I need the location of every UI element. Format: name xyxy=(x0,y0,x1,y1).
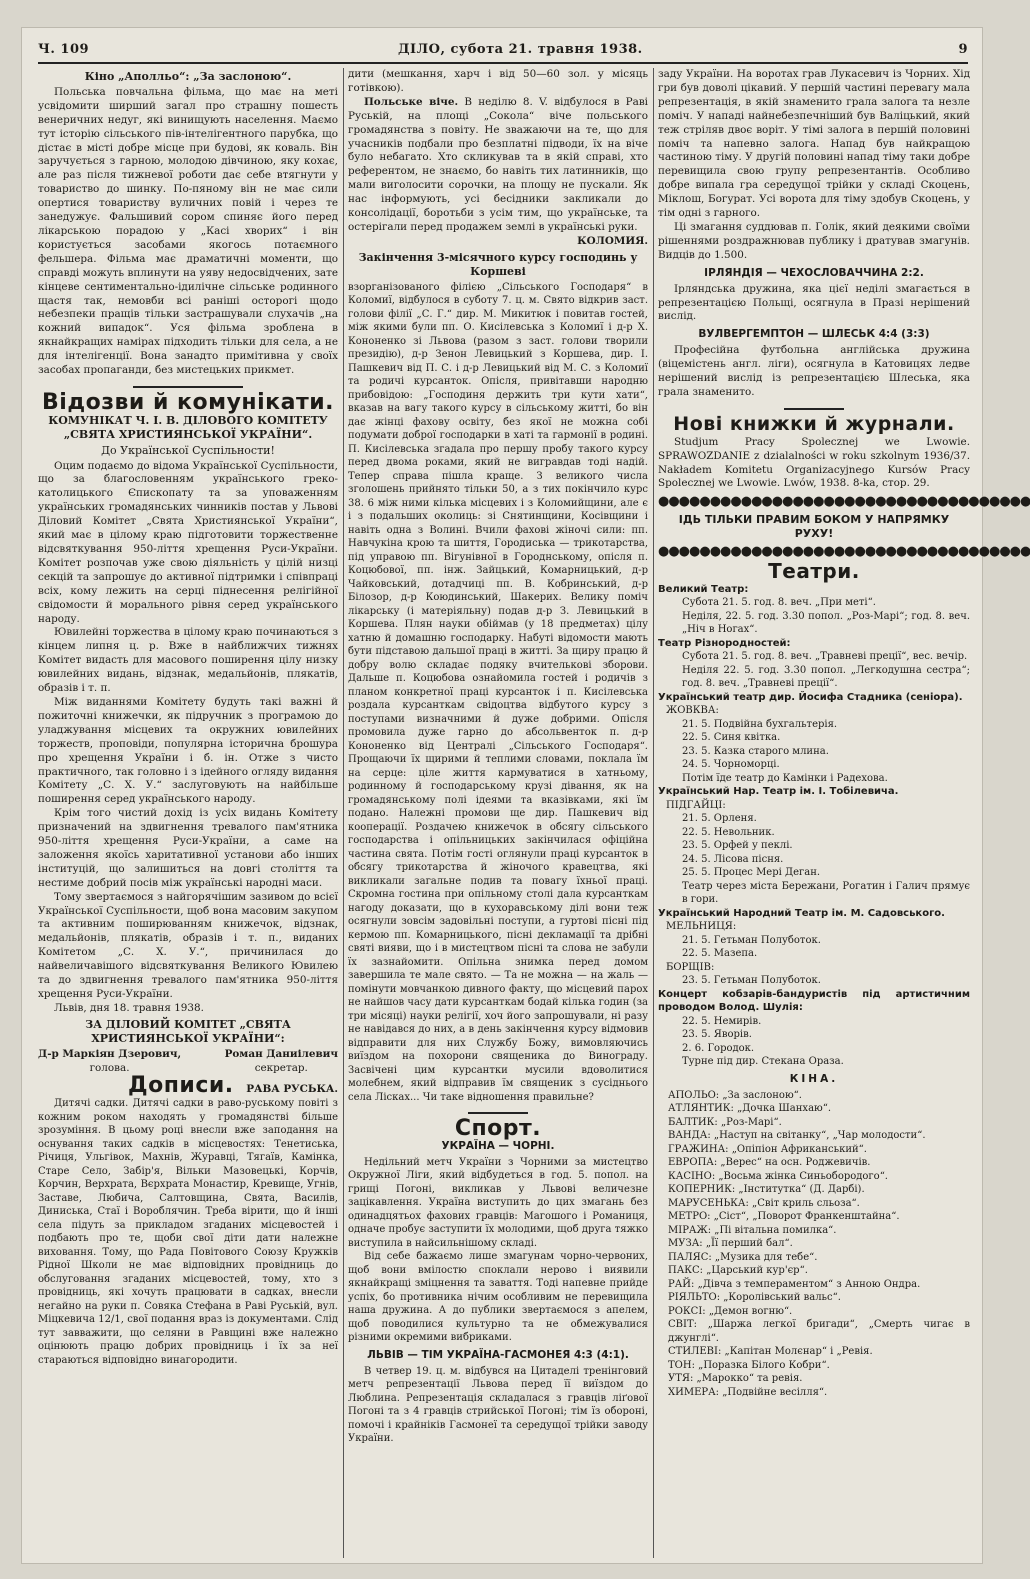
signatures xyxy=(38,1048,338,1076)
komunikat-p4: Крім того чистий дохід із усіх видань Комітету призначений на здвигнення тревалого пам'ятника 950-ліття хрещення Руси-України, а саме на заложення якоїсь харитативної установи або інших інституцій, що залишиться на довгі століття та нестиме добрий посів між українські народні маси. xyxy=(38,807,338,889)
listing-city: БОРЩІВ: xyxy=(666,961,715,973)
theatre-4-name: Український Нар. Театр ім. І. Тобілевича. xyxy=(658,786,899,798)
cinema-item: РІЯЛЬТО: „Королівський вальс“. xyxy=(668,1292,841,1304)
polske-text: В неділю 8. V. відбулося в Раві Руській, на площі „Сокола“ віче польського громадянства з повіту. Не зважаючи на те, що для учасників подбали про безплатні підводи, їх на віче було небагато. Хто скликував та в якій справі, хто референтом, не знаємо, бо навіть тих латинників, що мали виголосити сорочки, на площу не пускали. Як нас інформують, усі бесідники закликали до консолідації, боротьби з усім тим, що українське, та остерігали перед продажем землі в українські руки. xyxy=(348,95,649,233)
rava-continued: дити (мешкання, харч і від 50—60 зол. у місяць готівкою). xyxy=(348,68,648,94)
cinema-item: СТИЛЕВІ: „Капітан Молєнар“ і „Ревія. xyxy=(668,1346,873,1358)
match-text-ireland: Ірляндська дружина, яка цієї неділі змагається в репрезентацією Польщі, осягнула в Празі нерішений вислід. xyxy=(658,282,970,323)
match-text-wolverhampton: Професійна футбольна англійська дружина (віцемістень англ. ліги), осягнула в Катовицях ледве нерішений вислід із репрезентацією Шлеська, яка грала знаменито. xyxy=(658,344,970,398)
cinema-item: БАЛТИК: „Роз-Марі“. xyxy=(668,1116,782,1128)
column-rule-2 xyxy=(653,68,654,1558)
secretary-name: Роман Даниілевич xyxy=(224,1047,338,1060)
cinema-item: АПОЛЬО: „За заслоною“. xyxy=(668,1089,802,1101)
listing-line: Неділя 22. 5. год. 3.30 попол. „Легкодушна сестра“; год. 8. веч. „Травневі преції“. xyxy=(682,664,970,690)
cinema-item: ПАКС: „Царський кур'єр“. xyxy=(668,1265,808,1277)
chair-name: Д-р Маркіян Дзерович, xyxy=(38,1047,182,1060)
rava-heading: РАВА РУСЬКА. xyxy=(246,1083,338,1096)
section-title-theatres: Театри. xyxy=(768,559,860,583)
match-text-lviv: В четвер 19. ц. м. відбувся на Цитаделі тренінговий метч репрезентації Львова перед її виїздом до Люблина. Репрезентація складалася з гравців ліґової Погоні та з 4 гравців стрийської Погоні; тім їз обороні, помочі і крайніків Гасмонеї та середущої трійки заводу України. xyxy=(348,1365,648,1445)
chair-role: голова. xyxy=(89,1061,130,1074)
separator xyxy=(784,408,844,410)
match-text-1: Недільний метч України з Чорними за мистецтво Окружної Ліги, який відбудеться в год. 5. попол. на грищі Погоні, викликав у Львові величезне зацікавлення. Україна виступить до цих змагань без одинадцятьох фахових гравців: Магошого і Романиця, одначе пробує заступити їх молодими, щоб друга тяжко виступила в найсильнішому складі. xyxy=(348,1156,648,1249)
cinema-item: СВІТ: „Шаржа легкої бригади“, „Смерть чигає в джунглі“. xyxy=(668,1319,970,1344)
concert-heading: Концерт кобзарів-бандуристів під артистичним проводом Волод. Шулія: xyxy=(658,988,970,1014)
separator xyxy=(468,1112,528,1114)
listing-line: Турне під дир. Стекана Ораза. xyxy=(682,1056,844,1068)
listing-line: 21. 5. Подвійна бухгальтерія. xyxy=(682,718,838,730)
listing-line: 22. 5. Синя квітка. xyxy=(682,732,781,744)
theatre-5-name: Український Народний Театр ім. М. Садовського. xyxy=(658,907,945,919)
books-text: Studjum Pracy Spolecznej we Lwowie. SPRAWOZDANIE z dzialalności w roku szkolnym 1936/37. Nakładem Komitetu Organizacyjnego Kursów Pracy Spolecznej we Lwowie. Lwów, 1938. 8-ka, стор. 29. xyxy=(658,435,970,490)
listing-line: 23. 5. Яворів. xyxy=(682,1029,752,1041)
section-title-books: Нові книжки й журнали. xyxy=(673,412,955,435)
listing-line: 23. 5. Орфей у пеклі. xyxy=(682,840,793,852)
listing-city: ПІДГАЙЦІ: xyxy=(666,799,726,811)
listing-line: 25. 5. Процес Мері Деган. xyxy=(682,867,821,879)
match-title-ireland: ІРЛЯНДІЯ — ЧЕХОСЛОВАЧЧИНА 2:2. xyxy=(704,266,924,279)
secretary-role: секретар. xyxy=(254,1061,308,1074)
dot-border-top: ●●●●●●●●●●●●●●●●●●●●●●●●●●●●●●●●●●●● xyxy=(658,494,1030,510)
cinema-item: ПАЛЯС: „Музика для тебе“. xyxy=(668,1251,818,1263)
separator xyxy=(133,386,243,388)
listing-line: 22. 5. Невольник. xyxy=(682,826,775,838)
lviv-continued: заду України. На воротах грав Лукасевич із Чорних. Хід гри був доволі цікавий. У першій частині перевагу мала репрезентація, в якій знаменито грала залога та незле поміч. У нападі найнебезпечніший був Валіцький, який теж стріляв двоє воріт. У тімі залога в першій половині поміч та напевно залога. Напад був найкращою частиною тіму. У другій половині напад тіму таки добре перевищила свою групу репрезентантів. Особливо добре випала гра середущої трійки у складі Скоцень, Міклош, Богурат. Усі ворота для тіму здобув Скоцень, у тім одні з гарного. xyxy=(658,68,970,220)
listing-line: 22. 5. Мазепа. xyxy=(682,948,758,960)
listing-line: 2. 6. Городок. xyxy=(682,1042,755,1054)
section-title-sport: Спорт. xyxy=(454,1116,542,1142)
komunikat-p3: Між виданнями Комітету будуть такі важні й пожиточні книжечки, як підручник з програмою до уладжування місцевих та окружних ювилейних торжеств, проповіди, популярна історична брошура про хрещення України і б. ін. Отже з чисто практичного, так головно і з ідейного огляду видання Комітету „С. Х. У.“ заслуговують на найбільше поширення серед українського народу. xyxy=(38,695,338,806)
rava-text: Дитячі садки. Дитячі садки в раво-руському повіті з кожним роком находять у громадянстві більше зрозуміння. В цьому році внесли вже заподання на оснування таких садків в місцевостях: Тенетиська, Річиця, Ульгівок, Махнів, Журавці, Тягаїв, Камінка, Старе Село, Забір'я, Вільки Мазовецькі, Корчів, Корчин, Верхрата, Вєрхрата Монастир, Кревище, Угнів, Заставе, Любича, Салтовщина, Свята, Василів, Диниська, Стаї і Вороблячин. Треба вірити, що й інші села підуть за прикладом згаданих місцевостей і подбають про те, щоби свої діти дати належне виховання. Тому, що Рада Повітового Союзу Кружків Рідної Школи не має відповідних провідниць до обслуговання згаданих місцевостей, тому, хто з провідниць, які хочуть працювати в садках, внесли негайно на руки п. Совяка Стефана в Раві Руській, вул. Міцкевича 12/1, свої подання враз із документами. Слід тут завважити, що селяни в Равщині вже належно оцінюють працю добрих провідниць і їх за неї стараються відповідно винагородити. xyxy=(38,1098,338,1366)
section-title-dopysy: Дописи. xyxy=(128,1073,234,1099)
cinema-item: ЕВРОПА: „Верес“ на осн. Роджевичів. xyxy=(668,1157,871,1169)
masthead-date: ДІЛО, субота 21. травня 1938. xyxy=(398,41,643,57)
cinema-item: РАЙ: „Дівча з темпераментом“ з Анною Ондра. xyxy=(668,1278,921,1290)
listing-line: Субота 21. 5. год. 8. веч. „При меті“. xyxy=(682,597,876,609)
column-1 xyxy=(38,68,338,1367)
cinemas-heading: КІНА. xyxy=(789,1072,839,1085)
cinema-item: УТЯ: „Марокко“ та ревія. xyxy=(668,1373,803,1385)
header-rule xyxy=(38,62,968,64)
polske-title: Польське віче. xyxy=(364,95,459,108)
cinema-item: ГРАЖИНА: „Опіпіон Африканський“. xyxy=(668,1143,867,1155)
komunikat-p2: Ювилейні торжества в цілому краю починаються з кінцем липня ц. р. Вже в найближчих тижнях Комітет видасть для масового поширення цілу низку ювилейних видань, відзнак, медальйонів, плякатів, образів і т. п. xyxy=(38,626,338,695)
cinema-item: МУЗА: „Її перший бал“. xyxy=(668,1238,793,1250)
kurs-text: взорганізованого філією „Сільського Господаря“ в Коломиї, відбулося в суботу 7. ц. м. Свято відкрив заст. голови філії „С. Г.“ дир. М. Микитюк і повитав гостей, між якими були пп. О. Кисілевська з Коломиї і д-р Х. Кононенко зі Львова (разом з заст. голови творили президію), д-р Зенон Левицький з Коршева, дир. І. Пашкевич від П. С. і д-р Левицький від М. С. з Коломиї та родичі курсанток. Опісля, привітавши народню прибовідою: „Господиня держить три кути хати“, вказав на вагу такого курсу в сільському житті, бо він дає жінці фахову освіту, без якої не можна собі подумати доброї господарки в хаті та гармонії в родині. П. Кисілевська згадала про першу пробу такого курсу перед двома роками, який не вигравдав тоді надій. Тепер справа пішла краще. З великого числа зголошень прийнято тільки 50, а з тих покінчило курс 38. 6 між ними кілька місцевих і з Коломийщини, але є і з подальших околиць: зі Снятинщини, Косівщини і навіть одна з Волині. Вчили фахові жіночі сили: пп. Навчукіна крою та шиття, Городиська — трикотарства, під управою пп. Вігунівної в Городнському, опісля п. Коцюбової, пп. інж. Зайцький, Комарницький, д-р Чайковський, дотадчиці пп. В. Кобринський, д-р Білозор, д-р Коюдинський, Шакерих. Велику поміч лікарську (і матеріяльну) подав д-р З. Левицький в Коршева. Плян науки обіймав (у 18 предметах) цілу хатню й домашню господарку. Набуті відомости мають бути підставою дальшої праці в житті. За щиру працю й добру волю складає подяку вчителькові зборови. Дальше п. Коцюбова ознайомила гостей і родичів з планом конкретної праці курсанток і п. Кисілевська роздала курсанткам свідоцтва відбутого курсу з поступами визначними й дуже добрими. Опісля промовила дуже гарно до абсольвенток п. д-р Кононенко від Централі „Сільського Господаря“. Прощаючи їх щирими й теплими словами, поклала їм на серце: ціле життя кармуватися в хатньому, родинному й господарському крузі дівання, як на громадянському полі ідеями та вказівками, які їм подано. Належні промови ще дир. Пашкевич від кооперації. Роздачею книжечок в обсягу сільського господарства і опільницьких закінчилася офіційна частина свята. Потім гості оглянули праці курсанток в обсягу трикотарства й жіночого кравецтва, які викликали загальне подив та повагу їхньої праці. Скромна гостина при опільному столі дала курсанткам нагоду доказати, що в кухоравському ділі вони теж осягнули зовсім задовільні поступи, а гуртові пісні під кермою пп. Комарницького, пісні декламації та дрібні святі вияви, що і в мистецтвом пісні та слова не забули їх зазнайомити. Опільна знимка перед домом завершила те мале свято. — Та не можна — на жаль — помінути мовчанкою дивного факту, що місцевий парох не найшов часу дати курсанткам бодай кілька годин (за три місяці) науки релігії, хоч його запрошували, ні разу не навідався до них, а в день закінчення курсу відмовив відправити для них Службу Божу, вимовляючись виїздом на похорони священика до Винограду. Засвічені цим курсантки мусили вдоволитися молебнем, який відправив їм священик з сусіднього села Лісках... Чи таке відношення правильне? xyxy=(348,281,648,1103)
listing-line: 24. 5. Чорноморці. xyxy=(682,759,780,771)
theatre-3-name: Український театр дир. Йосифа Стадника (сеніора). xyxy=(658,691,963,703)
listing-line: 21. 5. Гетьман Полуботок. xyxy=(682,934,821,946)
cinema-item: МЕТРО: „Сіст“, „Поворот Франкенштайна“. xyxy=(668,1211,900,1223)
kurs-title: Закінчення 3-місячного курсу господинь у Коршеві xyxy=(358,250,638,278)
match-text-2: Від себе бажаємо лише змагунам чорно-червоних, щоб вони вмілостю споклали нерово і виявили якнайкращі зміцнення та заваття. Тоді напевне прийде успіх, бо противника нічим особливим не перевищила наша дружина. А до публики звертаємося з апелем, щоб поводилися культурно та не обмежувалися різними окремими вибриками. xyxy=(348,1251,648,1344)
column-3 xyxy=(658,68,1030,1399)
column-rule-1 xyxy=(343,68,344,1558)
listing-line: Субота 21. 5. год. 8. веч. „Травневі преції“, вес. вечір. xyxy=(682,651,968,663)
listing-line: Театр через міста Бережани, Рогатин і Галич прямує в гори. xyxy=(682,880,970,906)
cinema-listings xyxy=(658,1089,970,1400)
listing-city: МЕЛЬНИЦЯ: xyxy=(666,921,737,933)
theatre-2-name: Театр Різнородностей: xyxy=(658,637,791,649)
traffic-slogan: ІДЬ ТІЛЬКИ ПРАВИМ БОКОМ У НАПРЯМКУ РУХУ! xyxy=(678,513,950,541)
committee-signature-heading: ЗА ДІЛОВИЙ КОМІТЕТ „СВЯТА ХРИСТИЯНСЬКОЇ УКРАЇНИ“: xyxy=(85,1017,291,1045)
komunikat-title: КОМУНІКАТ Ч. І. В. ДІЛОВОГО КОМІТЕТУ „СВЯТА ХРИСТИЯНСЬКОЇ УКРАЇНИ“. xyxy=(48,413,328,441)
kino-review-text: Польська повчальна фільма, що має на меті усвідомити ширший загал про страшну пошесть венеричних недуг, які винищують населення. Маємо тут історію сільського пів-інтелігентного парубка, що дістає в місті добре місце при будові, як коваль. Він заручується з гарною, молодою дівчиною, яку кохає, але раз після тижневої роботи дає себе втягнути у товариство до шинку. По-пянoму він не має сили опертися товариству вуличних повій і через те занедужує. Фальшивий сором спиняє його перед лікарською порадою у „Касі хворих“ і він користується засобами якогось потаємного фельшера. Фільма має драматичні моменти, що справді можуть вплинути на уяву недосвідчених, зате кінцеве сентиментально-ідилічне сільське родинного щастя так, немовби всі раніші осторогі щодо небезпеки пращів тільки застрашували слухачів „на кожний випадок“. Уся фільма зроблена в якнайкращих намірах підходить тільки для села, а не для інтелігенції. Вона занадто примітивна у своїх засобах пропаганди, без мистецьких прикмет. xyxy=(38,85,338,377)
komunikat-p5: Тому звертаємося з найгорячішим зазивом до всієї Української Суспільности, щоб вона масовим закупом та активним поширюванням книжечок, відзнак, медальйонів, плякатів, образів і т. п., виданих Комітетом „С. Х. У.“, причинилася до найвеличавішого відсвяткування Великого Ювилею та до здвигнення тревалого пам'ятника 950-ліття хрещення Руси-України. xyxy=(38,890,338,1000)
theatre-1-name: Великий Театр: xyxy=(658,583,749,595)
cinema-item: МІРАЖ: „Пі вітальна помилка“. xyxy=(668,1224,837,1236)
cinema-item: КАСІНО: „Восьма жінка Синьобородого“. xyxy=(668,1170,888,1182)
cinema-item: КОПЕРНИК: „Інститутка“ (Д. Дарбі). xyxy=(668,1184,865,1196)
cinema-item: АТЛЯНТИК: „Дочка Шанхаю“. xyxy=(668,1103,832,1115)
dot-border-bottom: ●●●●●●●●●●●●●●●●●●●●●●●●●●●●●●●●●●●● xyxy=(658,544,1030,560)
issue-number: Ч. 109 xyxy=(38,41,90,57)
listing-line: 21. 5. Орленя. xyxy=(682,813,757,825)
theatre-listings xyxy=(658,583,970,1069)
listing-line: 23. 5. Казка старого млина. xyxy=(682,745,829,757)
referee-note: Ці змагання суддював п. Голік, який деякими своїми рішеннями роздражнював публику і дратував змагунів. Видців до 1.500. xyxy=(658,220,970,261)
listing-line: 22. 5. Немирів. xyxy=(682,1015,762,1027)
listing-line: Неділя, 22. 5. год. 3.30 попол. „Роз-Марі“; год. 8. веч. „Ніч в Ногах“. xyxy=(682,610,970,636)
komunikat-p1: Оцим подаємо до відома Української Суспільности, що за благословенням українського греко-католицького Єпископату та за уповаженням українських громадянських чинників постав у Львові Діловий Комітет „Свята Християнської України“, який має в цілому краю підготовити торжественне відсвяткування 950-ліття хрещення Руси-України. Комітет розпочав уже свою діяльність у цілій низці секцій та запрошує до активної підтримки і співпраці всіх, кому лежить на серці піднесення релігійної свідомости й морального рівня серед українського народу. xyxy=(38,459,338,625)
cinema-item: ХИМЕРА: „Подвійне весілля“. xyxy=(668,1386,828,1398)
cinema-item: РОКСІ: „Демон вогню“. xyxy=(668,1305,793,1317)
listing-line: 24. 5. Лісова пісня. xyxy=(682,853,784,865)
listing-line: Потім їде театр до Камінки і Радехова. xyxy=(682,772,888,784)
signature-secretary xyxy=(225,1048,338,1076)
cinema-item: ВАНДА: „Наступ на світанку“, „Чар молодости“. xyxy=(668,1130,926,1142)
cinema-item: МАРУСЕНЬКА: „Світ криль сльоза“. xyxy=(668,1197,860,1209)
match-title-lviv: ЛЬВІВ — ТІМ УКРАЇНА-ГАСМОНЕЯ 4:3 (4:1). xyxy=(367,1348,629,1361)
column-2 xyxy=(348,68,648,1446)
kino-review-title: Кіно „Аполльо“: „За заслоною“. xyxy=(84,70,292,83)
match-title-ukraina-chorni: УКРАЇНА — ЧОРНІ. xyxy=(441,1140,555,1152)
cinema-item: ТОН: „Поразка Білого Кобри“. xyxy=(668,1359,830,1371)
komunikat-date: Львів, дня 18. травня 1938. xyxy=(54,1001,204,1014)
komunikat-address: До Української Суспільности! xyxy=(101,443,275,457)
signature-chair xyxy=(38,1048,181,1076)
kolomyia-heading: КОЛОМИЯ. xyxy=(577,234,648,247)
page-header xyxy=(38,38,968,60)
match-title-wolverhampton: ВУЛВЕРГЕМПТОН — ШЛЕСЬК 4:4 (3:3) xyxy=(698,328,930,341)
listing-line: 23. 5. Гетьман Полуботок. xyxy=(682,975,821,987)
listing-city: ЖОВКВА: xyxy=(666,705,719,717)
section-title-announcements: Відозви й комунікати. xyxy=(42,389,334,415)
page-number: 9 xyxy=(958,41,968,57)
